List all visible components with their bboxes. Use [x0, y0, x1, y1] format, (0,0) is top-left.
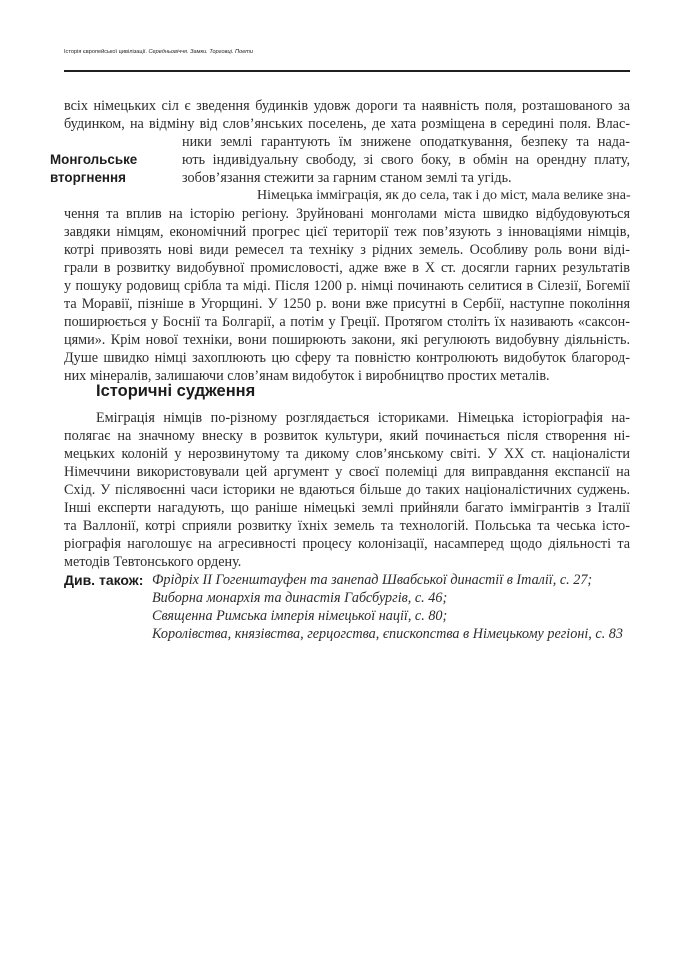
running-head-prefix: Історія європейської цивілізації. [64, 49, 149, 55]
margin-note-line: вторгнення [50, 170, 126, 185]
paragraph-line: ники землі гарантують їм знижене оподаткування, безпеку та нада- [182, 134, 630, 150]
see-also-item: Королівства, князівства, герцогства, єпископства в Німецькому регіоні, с. 83 [152, 626, 623, 642]
section-heading: Історичні судження [96, 382, 256, 400]
paragraph-line: Німеччини використовували цей аргумент у своєї полеміці для виправдання експансії на [64, 464, 630, 480]
paragraph-line: у пошуку родовищ срібла та міді. Після 1200 р. німці починають селитися в Сілезії, Богемії [64, 278, 630, 294]
paragraph-line: цями». Крім нової техніки, вони поширюють закони, які регулюють видобувну діяльність. [64, 332, 630, 348]
paragraph-line: ють індивідуальну свободу, зі свого боку, в обмін на орендну плату, [182, 152, 630, 168]
paragraph-line: завдяки німцям, економічний прогрес цієї території теж пов’язують з інноваціями німців, [64, 224, 630, 240]
paragraph-line: методів Тевтонського ордену. [64, 554, 242, 570]
paragraph-line: грали в розвитку видобувної промисловості, адже вже в X ст. досягли гарних результатів [64, 260, 630, 276]
header-rule [64, 70, 630, 72]
paragraph-line: полягає на значному внеску в розвиток культури, який починається після створення ні- [64, 428, 630, 444]
see-also-item: Священна Римська імперія німецької нації, с. 80; [152, 608, 448, 624]
running-head-subtitle: Середньовіччя. Замки. Торговці. Поети [148, 49, 254, 55]
margin-note-line: Монгольське [50, 152, 138, 167]
paragraph-line: котрі привозять нові види ремесел та техніку з рідних земель. Особливу роль вони віді- [64, 242, 630, 258]
paragraph-line: Душе швидко німці захоплюють цю сферу та повністю контролюють видобуток благород- [64, 350, 630, 366]
paragraph-line: зобов’язання стежити за гарним станом землі та угідь. [182, 170, 512, 186]
paragraph-line: Інші експерти нагадують, що раніше німецькі землі прийняли багато іммігрантів з Італії [64, 500, 630, 516]
paragraph-line: та Моравії, пізніше в Угорщині. У 1250 р. вони вже присутні в Сербії, наступне покоління [64, 296, 630, 312]
paragraph-line: них мінералів, залишаючи слов’янам видобуток і виробництво простих металів. [64, 368, 550, 384]
see-also-item: Фрідріх II Гогенштауфен та занепад Швабської династії в Італії, с. 27; [152, 572, 593, 588]
paragraph-line: Еміграція німців по-різному розглядається істориками. Німецька історіографія на- [96, 410, 630, 426]
running-head [64, 49, 634, 55]
paragraph-line: всіх німецьких сіл є зведення будинків удовж дороги та наявність поля, розташованого за [64, 98, 630, 114]
paragraph-line: чення та вплив на історію регіону. Зруйновані монголами міста швидко відбудовуються [64, 206, 630, 222]
see-also-label: Див. також: [64, 572, 144, 588]
paragraph-line: ріографія наголошує на агресивності процесу колонізації, насамперед щодо діяльності та [64, 536, 630, 552]
paragraph-line: мецьких колоній у нерозвинутому та дикому слов’янському світі. У XX ст. націоналісти [64, 446, 630, 462]
margin-note [50, 151, 175, 187]
paragraph-line: будинком, на відміну від слов’янських поселень, де хата розміщена в середині поля. Влас- [64, 116, 630, 132]
paragraph-line: поширюється у Боснії та Болгарії, а потім у Греції. Протягом століть їх називають «саксон- [64, 314, 630, 330]
see-also-item: Виборна монархія та династія Габсбургів, с. 46; [152, 590, 448, 606]
paragraph-line: Німецька імміграція, як до села, так і до міст, мала велике зна- [257, 188, 631, 203]
paragraph-line: Схід. У післявоєнні часи історики не вдаються більше до таких націоналістичних суджень. [64, 482, 630, 498]
paragraph-line: та Валлонії, котрі сприяли розвитку їхніх земель та технологій. Польська та чеська істо- [64, 518, 630, 534]
